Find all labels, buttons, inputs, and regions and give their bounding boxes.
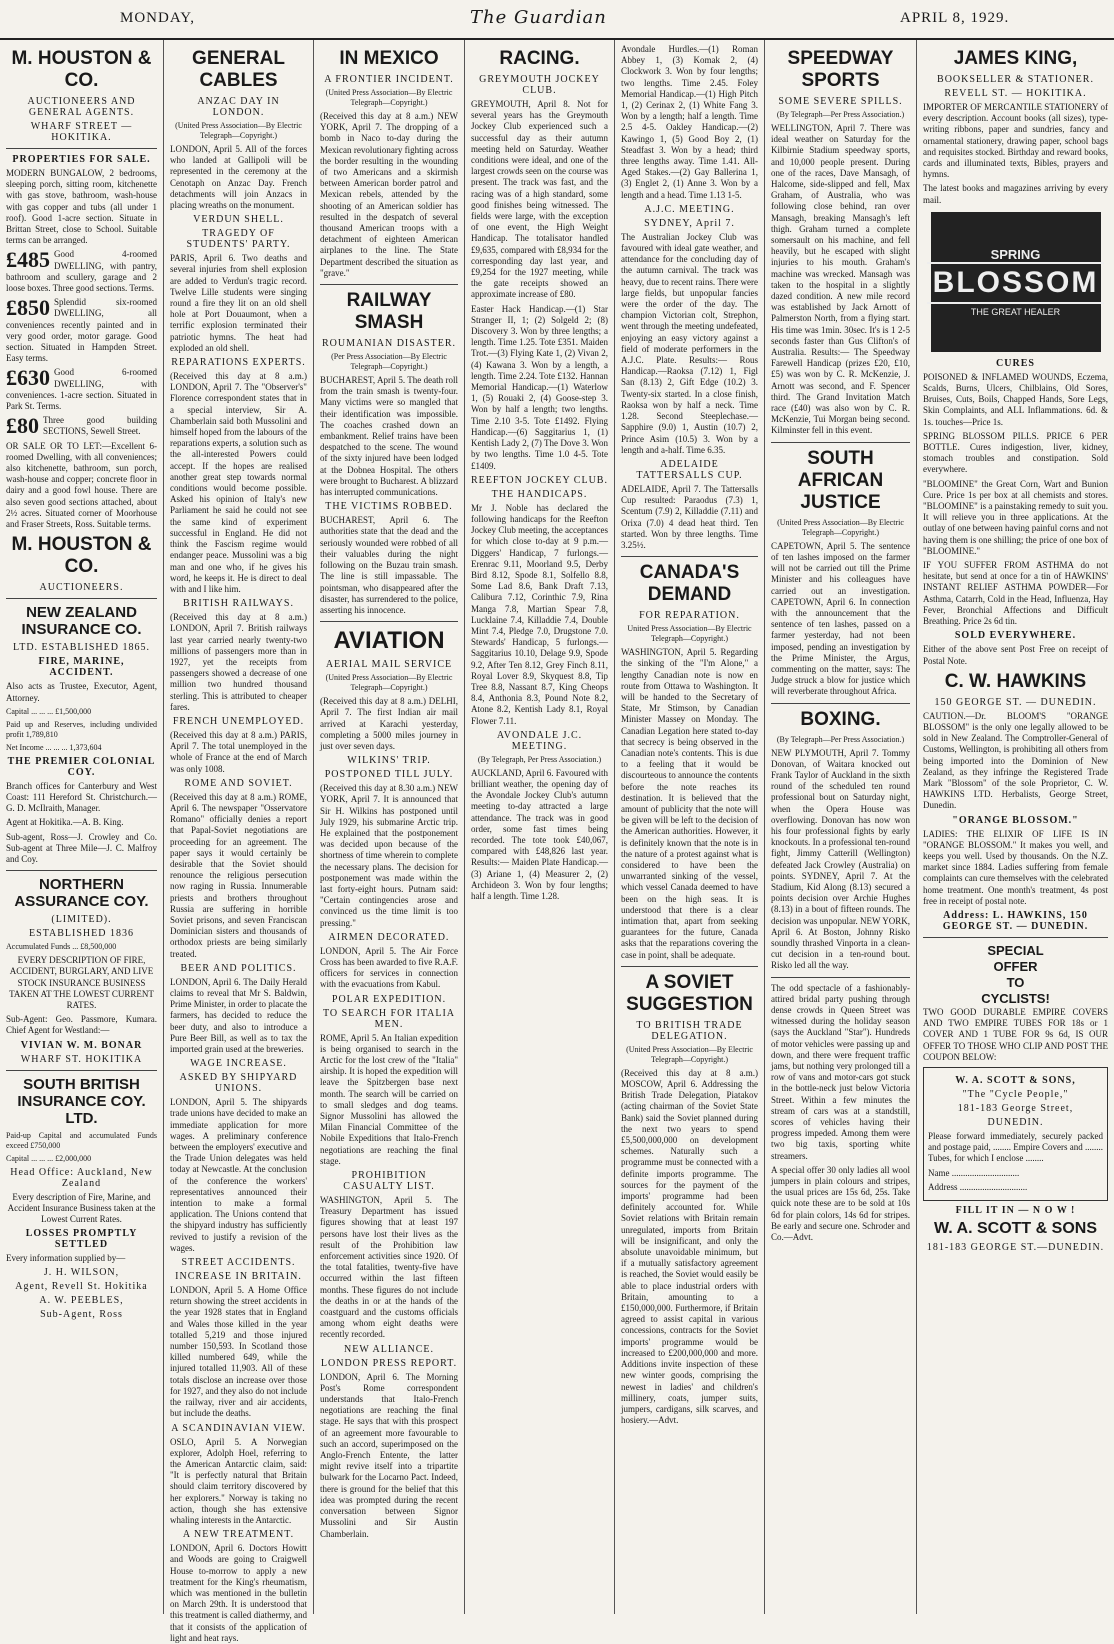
body-text: Sub-agent, Ross—J. Crowley and Co. Sub-agent at Three Mile—J. C. Malfroy and Coy.: [6, 831, 157, 864]
article-body: (Received this day at 8 a.m.) DELHI, April 7. The first Indian air mail arrived at Karachi yesterday, completing a 5000 miles journey in just over seven days.: [320, 696, 458, 751]
section-title: GENERAL CABLES: [192, 48, 285, 91]
masthead-day: MONDAY,: [120, 10, 195, 26]
credit-line: (By Telegraph, Per Press Association.): [477, 754, 602, 764]
article-body: BUCHAREST, April 6. The authorities state that the dead and the seriously wounded were robbed of all their valuables during the night following on the Buzau train smash. The line is still impassable. The pointsman, who disappeared after the disaster, has surrendered to the police, asserting his innocence.: [320, 515, 458, 615]
article-heading: ROUMANIAN DISASTER.: [321, 338, 456, 350]
heading-south-british: SOUTH BRITISH INSURANCE COY. LTD.: [17, 1075, 146, 1127]
price: £485: [6, 247, 50, 273]
credit-line: (By Telegraph—Per Press Association.): [776, 110, 905, 119]
agent-name: A. W. PEEBLES,: [39, 1295, 124, 1307]
coupon-line: DUNEDIN.: [987, 1116, 1044, 1128]
column-canada-soviet: [614, 40, 764, 1614]
subheading: LTD. ESTABLISHED 1865.: [13, 642, 150, 654]
subheading: CURES: [996, 357, 1035, 369]
article-body: LONDON, April 5. A Home Office return showing the street accidents in the year 1928 states that in England and Wales those killed in the year totalled 5,219 and those injured number 150,593. In Scotland those killed numbered 649, while the injured totalled 11,903. All of these totals disclose an increase over those for 1927, and they also do not include the railway, river and air accidents, but include the deaths.: [170, 1285, 307, 1419]
section-title: RACING.: [499, 48, 580, 69]
body-text: Every description of Fire, Marine, and Accident Insurance Business taken at the Lowest Current Rates.: [7, 1191, 156, 1224]
address: WHARF ST. HOKITIKA: [20, 1053, 143, 1065]
article-heading: GREYMOUTH JOCKEY CLUB.: [479, 74, 600, 96]
article-heading: ADELAIDE TATTERSALLS CUP.: [636, 458, 743, 481]
article-heading: AIRMEN DECORATED.: [328, 931, 450, 943]
article-body: WASHINGTON, April 5. The Treasury Department has issued figures showing that at least 197 persons have lost their lives as the result of the Prohibition law enforcement activities since 1920. Of the total fatalities, twenty-five have occurred within the last fifteen months. These figures do not include the deaths in or at the hands of the coastguard and the customs officials among whom eight deaths were recently recorded.: [320, 1195, 458, 1340]
article-heading: VERDUN SHELL.: [193, 214, 284, 226]
property-listing: OR SALE OR TO LET:—Excellent 6-roomed Dwelling, with all conveniences; also kitchenette, bathroom, sun porch, wash-house and copper; concrete floor in dairy and a good fowl house. There are also seven good sections attached, about 2½ acres. Situated corner of Moorhouse and Fraser Streets, Ross. Suitable terms.: [6, 440, 157, 530]
subheading: AUCTIONEERS AND GENERAL AGENTS.: [27, 96, 136, 118]
price: £80: [6, 413, 39, 439]
article-body: LONDON, April 5. The shipyards trade unions have decided to make an immediate application for more wages. A preliminary conference between the employers' executive and the Trade Union delegates was held today at Newcastle. At the conclusion of the conference the workers' representatives announced their intention to make a formal application. The Unions contend that the shipyard industry has sufficiently revived to justify a revision of the wages.: [170, 1097, 307, 1253]
heading-james-king: JAMES KING,: [953, 48, 1078, 69]
body-text: Sub-Agent: Geo. Passmore, Kumara. Chief Agent for Westland:—: [6, 1014, 157, 1036]
credit-line: United Press Association—By Electric Telegraph—Copyright.): [627, 624, 752, 644]
property-listing: MODERN BUNGALOW, 2 bedrooms, sleeping porch, sitting room, kitchenette with gas stove, bathroom, wash-house with gas copper and tubs (all under 1 roof). Good 1-acre section. Situate in Brittan Street, close to School. Suitable terms can be arranged.: [6, 168, 157, 246]
article-heading: TO BRITISH TRADE DELEGATION.: [636, 1019, 743, 1042]
credit-line: (United Press Association—By Electric Telegraph—Copyright.): [175, 121, 302, 140]
credit-line: (Per Press Association—By Electric Telegraph—Copyright.): [331, 352, 447, 372]
subheading: THE PREMIER COLONIAL COY.: [7, 755, 156, 778]
heading-hawkins: C. W. HAWKINS: [944, 670, 1087, 692]
agent-name: VIVIAN W. M. BONAR: [20, 1039, 143, 1051]
address: WHARF STREET — HOKITIKA.: [30, 121, 133, 143]
address: 150 GEORGE ST. — DUNEDIN.: [934, 696, 1097, 708]
article-body: Avondale Hurdles.—(1) Roman Abbey 1, (3) Komak 2, (4) Clockwork 3. Won by four lengths; two lengths. Time 2.45. Foley Memorial Handicap.—(1) High Pitch 1, (2) Cerinax 2, (1) White Fang 3. Won by a length; half a length. Time 2.5 4-5. Oakley Handicap.—(2) Kawingo 1, (5) Good Boy 2, (1) Steadfast 3. Won by a head; third three lengths away. Time 1.41. All-Aged Stakes.—(2) Gay Ballerina 1, (3) Englet 2, (1) Anne 3. Won by a length and a head. Time 1.13 1-5.: [621, 44, 758, 200]
dateline: SYDNEY, April 7.: [644, 217, 735, 229]
article-heading: NEW ALLIANCE.: [343, 1343, 435, 1355]
address: Address: L. HAWKINS, 150 GEORGE ST. — DUNEDIN.: [942, 909, 1089, 932]
article-body: The Australian Jockey Club was favoured with ideal gate weather, and attendance for the concluding day of the autumn carnival. The track was heavy, due to recent rains. There were large fields, but unpopular fancies were the order of the day. The champion Victorian colt, Strephon, went through the meeting undefeated, enjoying an easy victory against a field of moderate performers in the A.J.C. Plate. Results:— Rous Handicap.—Raoksa (7.12) 1, Figl San (8.13) 2, Gift Edge (10.2) 3. Twenty-six started. In a close finish, Raoksa won by half a neck. Time 1.28. Second Steeplechase.—Sapphire (9.0) 1, Austin (10.7) 2, Prince Asim (10.5) 3. Won by a length and a-half. Time 6.35.: [621, 231, 758, 455]
coupon-line: W. A. SCOTT & SONS,: [955, 1074, 1076, 1086]
body-text: CAUTION.—Dr. BLOOM'S "ORANGE BLOSSOM" is the only one legally allowed to be sold in New Zealand. The Comptroller-General of Customs, Wellington, is prohibiting all others from being imported into the Dominion of New Zealand, as they infringe the Registered Trade Mark "Blossom" of the sole Proprietor, C. W. HAWKINS LTD. Herbalists, George Street, Dunedin.: [923, 710, 1108, 811]
price: £850: [6, 295, 50, 321]
coupon-line: "The "Cycle People,": [962, 1088, 1069, 1100]
article-heading: ANZAC DAY IN LONDON.: [197, 96, 280, 118]
offer-line: CYCLISTS!: [981, 990, 1050, 1006]
section-title: BOXING.: [800, 708, 881, 730]
section-title: IN MEXICO: [339, 48, 439, 69]
article-body: OSLO, April 5. A Norwegian explorer, Adolph Hoel, referring to the American Antarctic claim, said: "It is perfectly natural that Britain should claim territory discovered by her explorers." Norway is taking no action, though she has extensive whaling interests in the Antarctic.: [170, 1436, 307, 1525]
article-body: ADELAIDE, April 7. The Tattersalls Cup resulted: Paraodus (7.3) 1, Scentum (7.9) 2, Killaddie (7.11) and Orixa (7.0) 4 dead heat third. Ten started. Won by three lengths. Time 3.25½.: [621, 483, 758, 550]
body-text: LADIES: THE ELIXIR OF LIFE IS IN "ORANGE BLOSSOM." It makes you well, and keeps you well. Used by thousands. On the N.Z. market since 1884. Ladies suffering from female complaints can cure themselves with the celebrated home treatment. One month's treatment, 4s post free in receipt of postal note.: [923, 828, 1108, 906]
article-heading: REEFTON JOCKEY CLUB.: [471, 474, 608, 486]
article-heading: SOME SEVERE SPILLS.: [778, 96, 903, 107]
article-subheading: INCREASE IN BRITAIN.: [175, 1271, 302, 1283]
coupon-address-field: Address ..............................: [928, 1181, 1028, 1192]
article-heading: STREET ACCIDENTS.: [181, 1257, 296, 1269]
article-subheading: LONDON PRESS REPORT.: [320, 1357, 458, 1369]
body-text: POISONED & INFLAMED WOUNDS, Eczema, Scalds, Burns, Ulcers, Chilblains, Old Sores, Bruises, Cuts, Boils, Chapped Hands, Sore Legs, Skin Complaints, and ALL Inflammations. 6d. & 1s. touches—Price 1s.: [923, 371, 1108, 427]
section-title: AVIATION: [333, 627, 445, 655]
article-heading: A SCANDINAVIAN VIEW.: [171, 1422, 306, 1434]
article-body: AUCKLAND, April 6. Favoured with brilliant weather, the opening day of the Avondale Jockey Club's autumn meeting to-day attracted a large attendance. The track was in good order, some fast times being recorded. The tote took £40,067, compared with £48,826 last year. Results:— Maiden Plate Handicap.—(3) Ariane 1, (4) Measurer 2, (2) Archideon 3. Won by four lengths; half a length. Time 1.28.: [471, 767, 608, 901]
body-text: SPRING BLOSSOM PILLS. PRICE 6 PER BOTTLE. Cures indigestion, liver, kidney, stomach troubles and constipation. Sold everywhere.: [923, 430, 1108, 475]
fill-notice: FILL IT IN — N O W !: [955, 1204, 1076, 1216]
credit-line: (United Press Association—By Electric Telegraph—Copyright.): [777, 517, 904, 537]
offer-line: OFFER: [993, 958, 1038, 974]
coupon-text: Please forward immediately, securely packed and postage paid, ........ Empire Covers and ........ Tubes, for which I enclose ........: [928, 1130, 1103, 1164]
article-body: WASHINGTON, April 5. Regarding the sinking of the "I'm Alone," a lengthy Canadian note is now en route from Ottawa to Washington. It will be handed to the Secretary of State, Mr Stimson, by Canadian Minister Massey on Monday. The Canadian Legation here stated to-day that secrecy is being observed in the Canadian note's contents. This is due to a feeling that it would be discourteous to announce the contents before the note reaches its destination. It is believed that the amount of publicity that the note will be given will be left to the decision of the American authorities. However, it is definitely known that the note is in the nature of a protest against what is considered to have been the unwarranted sinking of the vessel, which vessel Canada deemed to have been on the high seas. It is understood that there is a clear intimation that, apart from seeking guarantees for the future, Canada asks that the reparations covering the case in point, shall be adequate.: [621, 647, 758, 960]
article-subheading: THE HANDICAPS.: [491, 488, 588, 500]
article-heading: THE VICTIMS ROBBED.: [325, 501, 453, 513]
address: 181-183 GEORGE ST.—DUNEDIN.: [926, 1241, 1105, 1253]
subheading: SOLD EVERYWHERE.: [954, 630, 1077, 642]
article-heading: REPARATIONS EXPERTS.: [171, 357, 306, 369]
article-body: LONDON, April 6. The Daily Herald claims to reveal that Mr S. Baldwin, Prime Minister, in order to placate the farmers, has decided to reduce the beer duty, and also to introduce a Pure Beer Bill, as well as to tax the imported grain used at the breweries.: [170, 976, 307, 1055]
section-title: SPEEDWAY SPORTS: [787, 48, 894, 91]
article-body: LONDON, April 6. Doctors Howitt and Woods are going to Craigwell House to-morrow to apply a new treatment for the King's rheumatism, which was mentioned in the bulletin on March 29th. It is understood that this treatment is called diathermy, and that it consists of the application of light and heat rays.: [170, 1543, 307, 1643]
property-listing: Three good building SECTIONS, Sewell Street.: [43, 415, 157, 437]
article-heading: POLAR EXPEDITION.: [331, 993, 447, 1005]
body-text: Either of the above sent Post Free on receipt of Postal Note.: [923, 644, 1108, 666]
property-listing: Good 6-roomed DWELLING, with conveniences. 1-acre section. Situated in Park St. Terms.: [6, 367, 157, 412]
body-text: Net Income ... ... ... 1,373,604: [6, 742, 102, 752]
article-body: (Received this day at 8 a.m.) ROME, April 6. The newspaper "Osservatore Romano" officially denies a report that Papal-Soviet negotiations are proceeding for an agreement. The paper says it would certainly be desirable that the Soviet should renounce the religious persecution now raging in Russia. Innumerable priests and brothers throughout Russia are suffering in horrible Soviet prisons, and seven Franciscan Dominician sisters and thousands of orthodox priests are being similarly treated.: [170, 791, 307, 959]
logo-text: THE GREAT HEALER: [970, 306, 1061, 317]
column-speedway-africa-boxing: [764, 40, 916, 1614]
subheading: AUCTIONEERS.: [39, 582, 124, 594]
masthead: [0, 0, 1114, 40]
price: £630: [6, 365, 50, 391]
body-text: Also acts as Trustee, Executor, Agent, Attorney.: [6, 681, 157, 703]
body-text: TWO GOOD DURABLE EMPIRE COVERS AND TWO EMPIRE TUBES FOR 18s or 1 COVER AND 1 TUBE FOR 9s 6d, IS OUR OFFER TO THOSE WHO CLIP AND POST THE COUPON BELOW:: [923, 1006, 1108, 1062]
article-body: LONDON, April 5. The Air Force Cross has been awarded to five R.A.F. officers for services in connection with the evacuations from Kabul.: [320, 945, 459, 990]
article-body: BUCHAREST, April 5. The death roll from the train smash is twenty-four. Many victims were so mangled that their identification was impossible. The coaches crashed down an embankment. Relief trains have been despatched to the scene. The wound of the sixty injured have been lodged at the Dobnea Hospital. The others were brought to Bucharest. A blizzard has interrupted communications.: [320, 375, 458, 498]
article-heading: WILKINS' TRIP.: [347, 755, 431, 767]
section-title: CANADA'S DEMAND: [639, 562, 740, 606]
coupon: [923, 1067, 1108, 1201]
property-listing: Splendid six-roomed DWELLING, all conveniences recently painted and in very good order, motor garage. Good section. Situated in Hampden Street. Easy terms.: [6, 297, 157, 364]
agent-name: J. H. WILSON,: [43, 1267, 120, 1279]
subheading: (LIMITED).: [51, 914, 112, 926]
article-heading: FRENCH UNEMPLOYED.: [172, 715, 305, 727]
article-heading: WAGE INCREASE.: [190, 1058, 287, 1070]
address: Sub-Agent, Ross: [40, 1309, 123, 1321]
article-body: Mr J. Noble has declared the following handicaps for the Reefton Jockey Club meeting, the acceptances for which close to-day at 9 p.m.— Diggers' Handicap, 7 furlongs.—Erenrac 9.11, Moorland 9.5, Derby Bird 8.12, Spode 8.1, Solfello 8.8, Some Lad 8.6, Bank Draft 7.13, Calibura 7.12, Corinthic 7.9, Rina Manga 7.8, Martian Spear 7.8, Lucklaine 7.4, Killaddie 7.4, Double Mint 7.4, Pledge 7.0, Drugstone 7.0. Stewards' Handicap, 5 furlongs.—Saggitarius 10.10, Delage 9.9, Spode 9.2, After Ten 8.12, Grey Finch 8.11, Royal Lover 8.9, Skyquest 8.8, Tip Tree 8.8, Nassant 8.7, King Cheops 8.4, Anthonia 8.3, Pound Note 8.2, Atone 8.2, Kentish Lady 8.1, Royal Flower 7.11.: [471, 502, 608, 726]
article-body: (Received this day at 8 a.m.) MOSCOW, April 6. Addressing the British Trade Delegation, Piatakov (acting chairman of the Soviet State Bank) said the Soviet planned during the next two years to spend £5,500,000,000 on development schemes. Naturally such a programme must be connected with a definite imports programme. The sources for the payment of the imports' programme had been definitely accounted for. While Soviet relations with Britain remain unregulated, imports from Britain will be insignificant, and only the absolute unavoidable minimum, but if a mutually satisfactory agreement is reached, the Soviet would easily be able to place industrial orders with Britain, amounting to a £150,000,000. Furthermore, if Britain agreed to assist capital in various concessions, contracts for the Soviet imports' programme would be increased to £200,000,000 and more. Additions invite inspection of these new winter goods, comprising the newest in ladies' and children's millinery, coats, jumper suits, jumpers, cardigans, silk scarves, and hosiery.—Advt.: [621, 1067, 758, 1426]
article-body: (Received this day at 8 a.m.) NEW YORK, April 7. The dropping of a bomb in Naco to-day during the Mexican revolutionary fighting across the border resulting in the wounding of two Americans and a skirmish between American border patrol and Mexican rebels, attended by the shooting of an American soldier has resulted in the despatch of several thousand American troops with a detachment of eighteen American airplanes to the line. The State Department described the situation as "grave.": [320, 111, 458, 278]
section-title: RAILWAY SMASH: [346, 290, 432, 334]
body-text: Capital ... ... ... £1,500,000: [6, 706, 92, 716]
article-body: (Received this day at 8 a.m.) LONDON, April 7. The "Observer's" Florence correspondent states that in a special interview, Sir A. Chamberlain said both Mussolini and himself hoped from the labours of the reparations experts, a solution such as the all-interested Powers could accept. If the hopes are realised another great step towards normal conditions would become possible. Asked his opinion of Italy's new Parliament he said he could not see the same kind of experiment successful in England. He did not think the Fascism regime would endanger peace. Mussolini was a big man and one who, if he gives his word, he keeps it. He is direct to deal with and I like him.: [170, 371, 307, 594]
spring-blossom-logo: [931, 212, 1101, 352]
column-advertisements-king: [916, 40, 1114, 1614]
article-body: CAPETOWN, April 5. The sentence of ten lashes imposed on the farmer will not be carried out till the Prime Minister and his colleagues have carried out an investigation. CAPETOWN, April 6. In connection with the announcement that the sentence of ten lashes, passed on a farmer yesterday, had not been imposed, pending an investigation by the Prime Minister, the Argus, commenting on the matter, says: The Judge struck a blow for justice which will reverberate throughout Africa.: [771, 540, 910, 697]
masthead-date: APRIL 8, 1929.: [900, 10, 1010, 26]
subheading: ESTABLISHED 1836: [29, 928, 134, 940]
body-text: Capital ... ... ... £2,000,000: [6, 1153, 92, 1163]
body-text: Accumulated Funds ... £8,500,000: [6, 942, 117, 952]
body-text: Paid-up Capital and accumulated Funds exceed £750,000: [6, 1130, 157, 1150]
credit-line: (United Press Association—By Electric Telegraph—Copyright.): [626, 1044, 753, 1064]
subheading: FIRE, MARINE, ACCIDENT.: [38, 656, 125, 679]
article-heading: A FRONTIER INCIDENT.: [324, 74, 454, 85]
body-text: EVERY DESCRIPTION OF FIRE, ACCIDENT, BURGLARY, AND LIVE STOCK INSURANCE BUSINESS TAKEN AT THE LOWEST CURRENT RATES.: [9, 955, 154, 1010]
article-heading: BRITISH RAILWAYS.: [183, 598, 294, 610]
article-heading: ROME AND SOVIET.: [184, 777, 293, 789]
heading-houston: M. HOUSTON & CO.: [11, 48, 152, 91]
article-body: ROME, April 5. An Italian expedition is being organised to search in the Arctic for the lost crew of the "Italia" airship. It is hoped the expedition will leave the Spitzbergen base next month. The search will be carried on to small sledges and dog teams. Signor Mussolini has allowed the Milan Financial Committee of the Nobile Expeditions that Italo-French negotiations are reaching the final stage.: [320, 1032, 458, 1166]
article-subheading: TRAGEDY OF STUDENTS' PARTY.: [186, 228, 291, 251]
column-advertisements-houston: [0, 40, 163, 1614]
address: Agent, Revell St. Hokitika: [15, 1281, 148, 1293]
offer-line: TO: [1006, 974, 1025, 990]
column-mexico-railway-aviation: [313, 40, 464, 1614]
article-subheading: TO SEARCH FOR ITALIA MEN.: [322, 1007, 456, 1030]
article-heading: BEER AND POLITICS.: [180, 962, 297, 974]
coupon-line: 181-183 George Street,: [957, 1102, 1074, 1114]
article-heading: A NEW TREATMENT.: [182, 1529, 295, 1541]
subheading: BOOKSELLER & STATIONER.: [937, 74, 1094, 85]
article-body: NEW PLYMOUTH, April 7. Tommy Donovan, of Waitara knocked out Frank Taylor of Auckland in the sixth round of the scheduled ten round professional bout on Saturday night, when the Opera House was overflowing. Donovan has now won his four professional fights by early knockouts. In a professional ten-round fight, Jimmy Catterill (Wellington) defeated Jack Crowley (Australia) on points. SYDNEY, April 7. At the Stadium, Kid Along (8.13) secured a points decision over Archie Hughes (8.13) in a bout of fifteen rounds. The decision was unpopular. NEW YORK, April 6. At Boston, Johnny Risko soundly thrashed Vinporta in a clean-cut decision in a ten-round bout. Risko led all the way.: [771, 747, 910, 971]
address: REVELL ST. — HOKITIKA.: [944, 88, 1087, 99]
article-subheading: POSTPONED TILL JULY.: [324, 769, 454, 781]
credit-line: (United Press Association—By Electric Telegraph—Copyright.): [325, 673, 453, 693]
article-body: PARIS, April 6. Two deaths and several injuries from shell explosion are added to Verdun's tragic record. Twelve Lille students were singing round a fire they lit on an old shell hole at Port Douaumont, when a terrific explosion terminated their patriotic hymns. The heat had exploded an old shell.: [170, 253, 307, 353]
heading-houston: M. HOUSTON & CO.: [11, 534, 152, 578]
body-text: Every information supplied by—: [6, 1253, 126, 1264]
article-body: (Received this day at 8 a.m.) PARIS, April 7. The total unemployed in the whole of France at the end of March was only 1008.: [170, 729, 307, 774]
column-general-cables: [163, 40, 313, 1643]
article-heading: FOR REPARATION.: [639, 610, 740, 622]
column-racing: [464, 40, 614, 1614]
body-text: Branch offices for Canterbury and West Coast: 111 Hereford St. Christchurch.—G. D. McIlraith, Manager.: [6, 780, 157, 814]
offer-line: SPECIAL: [987, 942, 1044, 958]
article-body: Easter Hack Handicap.—(1) Star Stranger II, 1; (2) Solgeld 2; (8) Discovery 3. Won by three lengths; a length. Time 1.25. Tote £351. Maiden Trot.—(3) Flying Kate 1, (2) Vivan 2, (4) Kawana 3. Won by a length, a length. Time 2.24. Tote £132. Hannan Memorial Handicap.—(1) Waterlow 1, (5) Rouaki 2, (4) Goose-step 3. Won by half a length; two lengths. Time 2.10 3-5. Tote £1492. Flying Handicap.—(6) Saggitarius 1, (1) Kentish Lady 2, (7) The Dove 3. Won by two lengths. Time 1.0 4-5. Tote £1409.: [471, 303, 608, 471]
body-text: "BLOOMINE" the Great Corn, Wart and Bunion Cure. Price 1s per box at all chemists and stores. "BLOOMINE" is a painstaking remedy to suit you. It will relieve you in three applications. At the outlay of one between having painful corns and not having them is one shilling; the price of one box of "BLOOMINE.": [923, 478, 1108, 556]
section-title: A SOVIET SUGGESTION: [626, 971, 753, 1015]
logo-text: SPRING: [990, 246, 1041, 262]
body-text: Paid up and Reserves, including undivided profit 1,789,810: [6, 719, 157, 739]
article-body: LONDON, April 6. The Morning Post's Rome correspondent understands that Italo-French negotiations are reaching the final stage. He says that with this prospect of an agreement more favourable to such an accord, superimposed on the Anglo-French Entente, the latter might revive itself into a tripartite bulwark for the Locarno Pact. Indeed, there is ground for the belief that this idea was prompted during the recent conversation between Signor Mussolini and Sir Austin Chamberlain.: [320, 1371, 458, 1539]
article-body: (Received this day at 8.30 a.m.) NEW YORK, April 7. It is announced that Sir H. Wilkins has postponed until July 1929, his submarine Arctic trip. He explained that the postponement was decided upon because of the shortness of time wherein to complete the necessary plans. The decision for postponement was made within the last forty-eight hours. Putnam said: "Certain contingencies arose and convinced us the time limit is too pressing.": [320, 783, 458, 928]
coupon-name-field: Name ..............................: [928, 1167, 1020, 1178]
property-listing: Good 4-roomed DWELLING, with pantry, bathroom and scullery, garage and 2 loose boxes. Three good sections. Terms.: [6, 249, 157, 294]
credit-line: (By Telegraph—Per Press Association.): [776, 734, 905, 744]
logo-text: BLOSSOM: [927, 262, 1105, 304]
article-heading: A.J.C. MEETING.: [644, 203, 735, 215]
article-subheading: ASKED BY SHIPYARD UNIONS.: [179, 1072, 298, 1095]
article-heading: AVONDALE J.C. MEETING.: [496, 729, 583, 752]
body-text: The latest books and magazines arriving by every mail.: [923, 183, 1108, 205]
article-body: The odd spectacle of a fashionably-attired bridal party pushing through dense crowds in Queen Street was witnessed during the holiday season (says the Auckland "Star"). Hundreds of motor vehicles were passing up and down, and there were frequent traffic jams, but nothing very prolonged till a row of vans and motor-cars got stuck in the bottle-neck just below Victoria Street. Within a few minutes the stream of cars was at a standstill, scores of vehicles having their progress impeded. Among them were two big taxis, sporting white streamers.: [771, 982, 910, 1161]
subheading: "ORANGE BLOSSOM.": [952, 814, 1079, 826]
article-heading: AERIAL MAIL SERVICE: [325, 659, 453, 671]
masthead-title: The Guardian: [470, 7, 607, 28]
credit-line: (United Press Association—By Electric Telegraph—Copyright.): [325, 88, 453, 107]
article-heading: PROHIBITION CASUALTY LIST.: [343, 1170, 435, 1193]
subheading: Head Office: Auckland, New Zealand: [10, 1166, 153, 1189]
article-body: GREYMOUTH, April 8. Not for several years has the Greymouth Jockey Club experienced such a successful day as their autumn meeting held on Saturday. Weather conditions were ideal, and one of the largest crowds seen on the course was present. The track was fast, and the racing was of a high standard, some good finishes being witnessed. The fields were large, with the exception of one event, the High Weight Handicap. The totalisator handled £9,635, compared with £8,934 for the corresponding day last year, and £9,254 for the 1927 meeting, while the gate receipts showed an approximate increase of £80.: [471, 99, 608, 300]
heading-northern-assurance: NORTHERN ASSURANCE COY.: [14, 876, 149, 911]
heading-nz-insurance: NEW ZEALAND INSURANCE CO.: [21, 604, 142, 639]
properties-heading: PROPERTIES FOR SALE.: [12, 154, 151, 165]
article-body: LONDON, April 5. All of the forces who landed at Gallipoli will be represented in the ceremony at the Cenotaph on Anzac Day. French detachments will join Anzacs in placing wreaths on the monument.: [170, 144, 307, 211]
heading-scott: W. A. SCOTT & SONS: [934, 1219, 1097, 1237]
body-text: IF YOU SUFFER FROM ASTHMA do not hesitate, but send at once for a tin of HAWKINS' INSTANT RELIEF ASTHMA POWDER—For Asthma, Catarrh, Cold in the Head, Influenza, Hay Fever, Bronchial Affections and Difficult Breathing. Price 2s 6d tin.: [923, 560, 1108, 627]
article-body: (Received this day at 8 a.m.) LONDON, April 7. British railways last year carried nearly twenty-two millions of passengers more than in 1927, yet the receipts from passengers showed a decrease of one million two hundred thousand sterling. This is attributed to cheaper fares.: [170, 612, 307, 712]
body-text: IMPORTER OF MERCANTILE STATIONERY of every description. Account books (all sizes), type-writing ribbons, paper and sundries, fancy and ornamental stationery, drawing paper, school bags and requisites stocked. Birthday and reward books, cards and illuminated texts, Bibles, prayers and hymns.: [923, 102, 1108, 180]
body-text: Agent at Hokitika.—A. B. King.: [6, 817, 124, 828]
article-body: WELLINGTON, April 7. There was ideal weather on Saturday for the Kilbirnie Stadium speedway sports, and 10,000 people present. During one of the races, Dave Mansagh, of Halcome, side-slipped and fell, Max Graham, of Australia, who was following close behind, ran over Mansagh, breaking Mansagh's left thigh. Graham turned a complete somersault on his machine, and fell heavily, but he escaped with slight injuries to his mouth. Graham's machine was wrecked. Mansagh was taken to the hospital in a slightly dazed condition. A new mile record was established by Jack Arnott of Palmerston North, from a flying start. His time was 1min. 30sec. It's is 1 2-5 seconds faster than Gus Clifton's of Australia. Results:— The Speedway Farewell Handicap (prizes £20, £10, £5) was won by C. R. McKenzie, J. Arnott was second, and F. Spencer third. The Grand Invitation Match race (£40) was also won by C. R. McKenzie, Tui Morgan being second. Kilminster fell in this event.: [771, 123, 910, 436]
article-body: A special offer 30 only ladies all wool jumpers in plain colours and stripes, the usual prices are 15s 6d, 25s. Take quick note these are to be sold at 10s 6d for plain colors, 14s 6d for stripes. Be early and secure one. Schroder and Co.—Advt.: [771, 1164, 910, 1243]
subheading: LOSSES PROMPTLY SETTLED: [25, 1228, 138, 1251]
section-title: SOUTH AFRICAN JUSTICE: [797, 447, 884, 513]
